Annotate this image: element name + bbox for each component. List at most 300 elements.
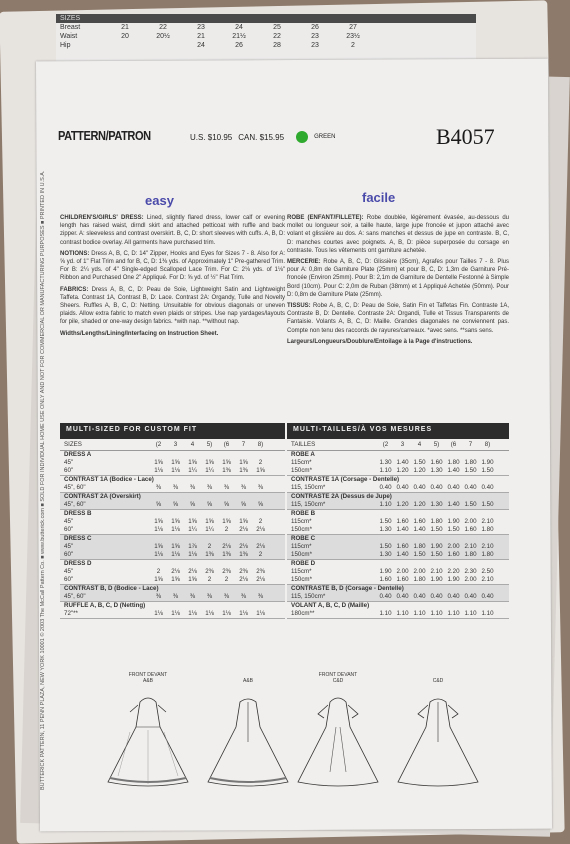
yardage-cell: 1.40 xyxy=(396,551,409,558)
price-us: U.S. $10.95 xyxy=(190,132,233,142)
yardage-cell: 1.30 xyxy=(379,526,392,533)
yardage-cell: 1⅛ xyxy=(171,610,180,617)
yardage-cell: 2⅛ xyxy=(222,543,231,550)
yardage-cell: 2 xyxy=(207,543,212,550)
yardage-cell: ⅜ xyxy=(206,484,213,491)
yardage-cell: 1.50 xyxy=(430,551,443,558)
yardage-cell: 1⅝ xyxy=(171,518,180,525)
table-row xyxy=(60,467,285,475)
view-group xyxy=(60,560,285,585)
yardage-cell: 0.40 xyxy=(413,593,426,600)
fabric-width: 115, 150cm* xyxy=(291,593,326,600)
view-group xyxy=(287,510,509,535)
yardage-cell: 0.40 xyxy=(379,484,392,491)
yardage-cell: 2.00 xyxy=(447,543,460,550)
yardage-cell: 2.00 xyxy=(413,568,426,575)
table-row xyxy=(60,593,285,601)
yardage-cell: 1.10 xyxy=(379,610,392,617)
yardage-cell: 1⅝ xyxy=(188,518,197,525)
yardage-cell: 2.30 xyxy=(464,568,477,575)
yardage-cell: ⅜ xyxy=(155,593,162,600)
garment-drawings xyxy=(100,672,500,802)
size-row-label: Breast xyxy=(60,24,81,31)
yardage-cell: 2⅛ xyxy=(239,526,248,533)
sizes-row: TAILLES (2 3 4 5) (6 7 8) xyxy=(287,439,509,451)
size-value: 24 xyxy=(197,42,205,49)
yardage-cell: 1.80 xyxy=(481,526,494,533)
english-description: CHILDREN'S/GIRLS' DRESS: Lined, slightly flared dress, lower calf or evening length has raised waist, dirndl skirt and attached petticoat with ruffle and back zipper. A: sleeveless and contrast overskirt. B, C, D: short sleeves with cuffs. A, B, D: contrast bodice overlay. All garments have purchased trim. NOTIONS: Dress A, B, C, D: 14" Zipper, Hooks and Eyes for Sizes 7 - 8. Also for A: ⅝ yd. of 1" Flat Trim and for B, C, D: 1⅜ yds. of Approximately 1" Pre-gathered Trim. For B: 2¼ yds. of 4" Single-edged Scalloped Lace Trim. For C: 2⅛ yds. of 1⅛" Ribbon and Purchased One 2" Appliqué. For D: ⅝ yd. of ½" Flat Trim. FABRICS: Dress A, B, C, D: Peau de Soie, Lightweight Satin and Lightweight Taffeta. Contrast 1A, Contrast B, D: Lace. Contrast 2A: Organdy, Tulle and Novelty Sheers. Ruffles A, B, C, D: Netting. Unsuitable for obvious diagonals or uneven plaids. Allow extra fabric to match even plaids or stripes. Use nap yardages/layouts for pile, shaded or one-way design fabrics. *with nap. **without nap. Widths/Lengths/Lining/Interfacing on Instruction Sheet. xyxy=(60,215,286,337)
view-group xyxy=(287,476,509,493)
yardage-cell: ⅝ xyxy=(172,501,179,508)
yardage-cell: ⅜ xyxy=(257,484,264,491)
yardage-cell: 1⅛ xyxy=(188,610,197,617)
fabric-width: 115cm* xyxy=(291,518,312,525)
yardage-cell: 1.60 xyxy=(464,526,477,533)
view-group xyxy=(60,535,285,560)
yardage-cell: 1⅝ xyxy=(222,518,231,525)
yardage-cell: 1¼ xyxy=(205,467,214,474)
sizes-row: SIZES (2 3 4 5) (6 7 8) xyxy=(60,439,285,451)
yardage-cell: 1.50 xyxy=(464,467,477,474)
yardage-cell: 2.10 xyxy=(481,518,494,525)
yardage-cell: 1⅜ xyxy=(239,467,248,474)
view-group-name: ROBE D xyxy=(291,560,316,567)
yardage-cell: 2.10 xyxy=(481,576,494,583)
yardage-cell: ⅝ xyxy=(240,501,247,508)
fabric-width: 60" xyxy=(64,576,74,583)
dress-front-cd-figure xyxy=(290,672,385,802)
yardage-cell: 1.50 xyxy=(481,467,494,474)
size-col-header: 7 xyxy=(468,441,473,448)
view-group-name: CONTRAST 2A (Overskirt) xyxy=(64,493,141,500)
size-value xyxy=(144,41,182,50)
yardage-cell: 1⅛ xyxy=(154,610,163,617)
size-value: 23½ xyxy=(346,33,360,40)
yardage-cell: ⅝ xyxy=(257,501,264,508)
yardage-cell: 1.90 xyxy=(430,576,443,583)
table-heading: MULTI-TAILLES/À VOS MESURES xyxy=(287,423,509,439)
yardage-cell: 1.80 xyxy=(464,551,477,558)
size-col-header: 8) xyxy=(257,441,264,448)
table-row xyxy=(287,551,509,559)
size-value: 23 xyxy=(311,42,319,49)
dress-back-cd-figure xyxy=(390,672,485,802)
side-copyright: BUTTERICK PATTERN, 11 PENN PLAZA, NEW YORK 10001 © 2003 The McCall Pattern Co. ■ www.butterick.com ■ SOLD FOR INDIVIDUAL HOME USE ONLY AND NOT FOR COMMERCIAL OR MANUFACTURING PURPOSES ■ PRINTED IN U.S.A. xyxy=(40,170,46,790)
figure-label: C&D xyxy=(432,678,444,684)
yardage-cell: 1⅝ xyxy=(222,459,231,466)
yardage-cell: 0.40 xyxy=(379,593,392,600)
size-col-header: 5) xyxy=(206,441,213,448)
size-value: 23 xyxy=(197,24,205,31)
yardage-cell: 2⅛ xyxy=(256,526,265,533)
yardage-cell: 1.30 xyxy=(430,501,443,508)
yardage-cell: ⅜ xyxy=(223,593,230,600)
fabric-width: 150cm* xyxy=(291,526,312,533)
yardage-cell: 1.60 xyxy=(447,551,460,558)
yardage-cell: 0.40 xyxy=(464,593,477,600)
yardage-cell: 2⅛ xyxy=(188,568,197,575)
table-row xyxy=(287,593,509,601)
yardage-cell: 1.80 xyxy=(413,543,426,550)
yardage-cell: 1.20 xyxy=(396,467,409,474)
view-group xyxy=(287,560,509,585)
size-col-header: 5) xyxy=(433,441,440,448)
yardage-cell: 2⅜ xyxy=(222,568,231,575)
fabric-width: 60" xyxy=(64,551,74,558)
view-group xyxy=(287,451,509,476)
view-group xyxy=(60,493,285,510)
size-value: 2 xyxy=(351,42,355,49)
fabric-width: 115cm* xyxy=(291,543,312,550)
yardage-cell: 1⅞ xyxy=(188,543,197,550)
yardage-cell: 1⅝ xyxy=(239,459,248,466)
yardage-cell: 1¼ xyxy=(188,467,197,474)
fabric-width: 115, 150cm* xyxy=(291,501,326,508)
view-group xyxy=(287,585,509,602)
yardage-cell: 0.40 xyxy=(447,593,460,600)
yardage-cell: 1⅜ xyxy=(222,467,231,474)
yardage-cell: 1⅛ xyxy=(205,610,214,617)
yardage-cell: 1⅜ xyxy=(239,551,248,558)
size-value: 24 xyxy=(235,24,243,31)
yardage-cell: 1.30 xyxy=(430,467,443,474)
pattern-code: B4057 xyxy=(436,124,495,149)
yardage-cell: 2 xyxy=(258,551,263,558)
yardage-cell: 0.40 xyxy=(413,484,426,491)
table-row xyxy=(287,610,509,618)
table-row xyxy=(60,459,285,467)
yardage-cell: ⅜ xyxy=(240,593,247,600)
size-row xyxy=(56,32,476,41)
yardage-cell: 2 xyxy=(258,518,263,525)
yardage-cell: 1⅛ xyxy=(256,610,265,617)
yardage-cell: 1⅛ xyxy=(171,551,180,558)
size-value: 20½ xyxy=(156,33,170,40)
yardage-cell: 1.50 xyxy=(413,551,426,558)
view-group-name: DRESS B xyxy=(64,510,92,517)
yardage-cell: 1⅝ xyxy=(239,518,248,525)
size-col-header: (6 xyxy=(223,441,230,448)
yardage-cell: 1.10 xyxy=(464,610,477,617)
size-value: 27 xyxy=(349,24,357,31)
yardage-cell: 1.80 xyxy=(413,576,426,583)
yardage-cell: 1.50 xyxy=(481,501,494,508)
yardage-cell: 2.10 xyxy=(481,543,494,550)
yardage-cell: 0.40 xyxy=(430,593,443,600)
fabric-width: 150cm* xyxy=(291,551,312,558)
yardage-cell: 1.60 xyxy=(379,576,392,583)
size-header-row: SIZES xyxy=(56,14,476,23)
yardage-cell: 1⅛ xyxy=(154,467,163,474)
yardage-cell: 1.50 xyxy=(430,526,443,533)
yardage-cell: 1⅝ xyxy=(154,459,163,466)
pattern-label: PATTERN/PATRON xyxy=(58,128,151,143)
yardage-cell: 0.40 xyxy=(464,484,477,491)
table-row xyxy=(60,501,285,509)
size-col-header: 4 xyxy=(190,441,195,448)
yardage-cell: 1.10 xyxy=(413,610,426,617)
yardage-cell: 2.00 xyxy=(464,518,477,525)
view-group xyxy=(60,602,285,619)
view-group xyxy=(60,451,285,476)
yardage-cell: 1⅝ xyxy=(154,576,163,583)
fabric-width: 115cm* xyxy=(291,568,312,575)
view-group-name: ROBE B xyxy=(291,510,316,517)
dress-front-ab-figure xyxy=(100,672,195,802)
yardage-cell: 1.40 xyxy=(447,467,460,474)
table-row xyxy=(287,526,509,534)
size-value: 21½ xyxy=(232,33,246,40)
fabric-width: 45" xyxy=(64,543,74,550)
yardage-cell: 0.40 xyxy=(481,484,494,491)
yardage-cell: 0.40 xyxy=(430,484,443,491)
yardage-cell: ⅜ xyxy=(189,593,196,600)
yardage-cell: 1⅝ xyxy=(188,576,197,583)
view-group-name: CONTRAST 1A (Bodice - Lace) xyxy=(64,476,154,483)
fabric-width: 150cm* xyxy=(291,467,312,474)
yardage-cell: 1.60 xyxy=(396,543,409,550)
yardage-cell: 2.00 xyxy=(396,568,409,575)
yardage-cell: 1.50 xyxy=(464,501,477,508)
yardage-cell: ⅜ xyxy=(206,593,213,600)
fabric-width: 45" xyxy=(64,459,74,466)
yardage-cell: 0.40 xyxy=(396,593,409,600)
view-group-name: ROBE C xyxy=(291,535,316,542)
french-description: ROBE (ENFANT/FILLETE): Robe doublée, légèrement évasée, au-dessous du mollet ou longueur soir, a taille haute, large jupe froncée et jupon attaché avec volant et glissière au dos. A: sans manches et dessus de jupe en contraste. B, C, D: manches courtes avec poignets. A, B, D: pièce superposée du corsage en contraste. Tous les vêtements ont garniture achetée. MERCERIE: Robe A, B, C, D: Glissière (35cm), Agrafes pour Tailles 7 - 8. Plus pour A: 0,8m de Garniture Plate (25mm) et pour B, C, D: 1,3m de Garniture Pré-froncée (Environ 25mm). Pour B: 2,1m de Garniture de Dentelle Festonné à Simple Bord (10cm). Pour C: 2,0m de Ruban (38mm) et 1 Appliqué Achetée (50mm). Pour D: 0,8m de Garniture Plate (25mm). TISSUS: Robe A, B, C, D: Peau de Soie, Satin Fin et Taffetas Fin. Contraste 1A, Contraste B, D: Dentelle. Contraste 2A: Organdi, Tulle et Tissus Transparents de Fantaisie. Volants A, B, C, D: Maille. Grandes diagonales ne conviennent pas. Compte non tenu des raccords de rayures/carreaux. *avec sens. **sans sens. Largeurs/Longueurs/Doublure/Entoilage à la Page d'instructions. xyxy=(287,215,510,345)
figure-label: A&B xyxy=(242,678,253,684)
yardage-cell: 1.80 xyxy=(447,459,460,466)
yardage-cell: 1.20 xyxy=(413,467,426,474)
yardage-cell: 2⅛ xyxy=(256,576,265,583)
size-value: 20 xyxy=(121,33,129,40)
yardage-cell: 1⅛ xyxy=(171,467,180,474)
yardage-cell: 1.10 xyxy=(379,501,392,508)
yardage-cell: 2⅜ xyxy=(239,568,248,575)
table-row xyxy=(287,576,509,584)
yardage-cell: 1⅝ xyxy=(171,576,180,583)
yardage-cell: 1.10 xyxy=(481,610,494,617)
view-group-name: DRESS C xyxy=(64,535,92,542)
view-group-name: CONTRASTE B, D (Corsage - Dentelle) xyxy=(291,585,404,592)
dress-back-ab-figure xyxy=(200,672,295,802)
fabric-width: 180cm** xyxy=(291,610,315,617)
view-group xyxy=(287,493,509,510)
table-row xyxy=(60,543,285,551)
yardage-cell: 1.10 xyxy=(379,467,392,474)
yardage-cell: 1.80 xyxy=(481,551,494,558)
table-row xyxy=(287,459,509,467)
size-row-label: Waist xyxy=(60,33,78,40)
yardage-cell: 1.40 xyxy=(447,501,460,508)
view-group xyxy=(60,476,285,493)
fabric-width: 45" xyxy=(64,568,74,575)
yardage-cell: 2⅜ xyxy=(256,568,265,575)
yardage-cell: 1⅜ xyxy=(222,551,231,558)
size-value: 25 xyxy=(273,24,281,31)
view-group-name: CONTRAST B, D (Bodice - Lace) xyxy=(64,585,159,592)
yardage-cell: 1.90 xyxy=(481,459,494,466)
size-value: 21 xyxy=(197,33,205,40)
table-row xyxy=(60,526,285,534)
green-dot-icon xyxy=(296,131,308,143)
yardage-cell: ⅝ xyxy=(223,501,230,508)
yardage-cell: 1.60 xyxy=(413,518,426,525)
size-col-header: 4 xyxy=(417,441,422,448)
yardage-cell: ⅜ xyxy=(240,484,247,491)
yardage-cell: 1⅜ xyxy=(205,551,214,558)
yardage-cell: 1⅝ xyxy=(256,467,265,474)
fabric-width: 115cm* xyxy=(291,459,312,466)
table-row xyxy=(287,568,509,576)
view-group-name: DRESS D xyxy=(64,560,92,567)
yardage-cell: 1.10 xyxy=(396,610,409,617)
yardage-cell: 2 xyxy=(207,576,212,583)
yardage-cell: 1⅝ xyxy=(171,459,180,466)
yardage-cell: 1.90 xyxy=(447,576,460,583)
table-row xyxy=(287,467,509,475)
figure-label: FRONT DEVANT C&D xyxy=(318,672,358,684)
size-col-header: 3 xyxy=(400,441,405,448)
color-label: GREEN xyxy=(314,134,336,140)
yardage-cell: 2 xyxy=(156,568,161,575)
view-group-name: DRESS A xyxy=(64,451,92,458)
size-value: 26 xyxy=(235,42,243,49)
table-heading: MULTI-SIZED FOR CUSTOM FIT xyxy=(60,423,285,439)
fabric-width: 150cm* xyxy=(291,576,312,583)
view-group-name: VOLANT A, B, C, D (Maille) xyxy=(291,602,370,609)
yardage-cell: 1⅝ xyxy=(205,459,214,466)
table-row xyxy=(60,568,285,576)
fabric-width: 45", 60" xyxy=(64,484,86,491)
yardage-cell: ⅜ xyxy=(223,484,230,491)
price-block xyxy=(190,131,335,143)
fabric-width: 45", 60" xyxy=(64,593,86,600)
size-row-label: Hip xyxy=(60,42,71,49)
yardage-cell: 2⅛ xyxy=(171,568,180,575)
yardage-cell: 1.60 xyxy=(396,576,409,583)
yardage-cell: ⅝ xyxy=(206,501,213,508)
view-group-name: CONTRASTE 2A (Dessus de Jupe) xyxy=(291,493,392,500)
yardage-cell: 1.40 xyxy=(396,459,409,466)
yardage-cell: 1⅝ xyxy=(205,518,214,525)
yardage-cell: 1.90 xyxy=(379,568,392,575)
size-col-header: 7 xyxy=(241,441,246,448)
yardage-cell: 1.50 xyxy=(379,543,392,550)
size-col-header: 3 xyxy=(173,441,178,448)
view-group xyxy=(287,602,509,619)
fabric-width: 45", 60" xyxy=(64,501,86,508)
yardage-cell: 1⅝ xyxy=(171,543,180,550)
yardage-cell: 2.10 xyxy=(430,568,443,575)
size-value: 23 xyxy=(311,33,319,40)
size-value: 26 xyxy=(311,24,319,31)
figure-label: FRONT DEVANT A&B xyxy=(128,672,168,684)
table-row xyxy=(60,551,285,559)
yardage-cell: 1⅛ xyxy=(239,610,248,617)
yardage-cell: 2⅛ xyxy=(239,576,248,583)
yardage-cell: 2 xyxy=(224,576,229,583)
yardage-table-french xyxy=(287,423,509,619)
yardage-cell: ⅜ xyxy=(172,484,179,491)
title-facile: facile xyxy=(362,190,396,205)
yardage-cell: 1.10 xyxy=(447,610,460,617)
view-group xyxy=(287,535,509,560)
yardage-cell: 1⅛ xyxy=(188,551,197,558)
view-group-name: CONTRASTE 1A (Corsage - Dentelle) xyxy=(291,476,400,483)
yardage-cell: 2⅛ xyxy=(256,543,265,550)
size-col-header: (6 xyxy=(450,441,457,448)
yardage-cell: 1⅛ xyxy=(222,610,231,617)
yardage-cell: 1⅝ xyxy=(154,518,163,525)
yardage-cell: 1.80 xyxy=(430,518,443,525)
fabric-width: 60" xyxy=(64,526,74,533)
fabric-width: 72"** xyxy=(64,610,78,617)
yardage-cell: 1⅛ xyxy=(154,526,163,533)
yardage-cell: 1.40 xyxy=(413,526,426,533)
table-row xyxy=(60,518,285,526)
view-group-name: RUFFLE A, B, C, D (Netting) xyxy=(64,602,146,609)
yardage-cell: 1.60 xyxy=(396,518,409,525)
size-col-header: (2 xyxy=(155,441,162,448)
yardage-cell: 1⅛ xyxy=(154,551,163,558)
yardage-cell: 1.20 xyxy=(413,501,426,508)
yardage-cell: ⅜ xyxy=(172,593,179,600)
size-value: 21 xyxy=(121,24,129,31)
yardage-cell: 2.50 xyxy=(481,568,494,575)
table-row xyxy=(60,610,285,618)
size-row xyxy=(56,23,476,32)
yardage-cell: 1⅝ xyxy=(154,543,163,550)
yardage-cell: 1.50 xyxy=(413,459,426,466)
yardage-cell: 2.20 xyxy=(447,568,460,575)
yardage-cell: ⅜ xyxy=(257,593,264,600)
view-group-name: ROBE A xyxy=(291,451,315,458)
yardage-cell: 1⅝ xyxy=(188,459,197,466)
yardage-cell: ⅜ xyxy=(155,484,162,491)
yardage-cell: 1.30 xyxy=(379,551,392,558)
yardage-cell: 1.40 xyxy=(396,526,409,533)
table-row xyxy=(287,484,509,492)
yardage-cell: 2.00 xyxy=(464,576,477,583)
yardage-cell: 1.10 xyxy=(430,610,443,617)
yardage-cell: 1.60 xyxy=(430,459,443,466)
size-col-header: 8) xyxy=(484,441,491,448)
yardage-cell: 2 xyxy=(224,526,229,533)
table-row xyxy=(60,484,285,492)
size-value: 22 xyxy=(159,24,167,31)
view-group xyxy=(60,510,285,535)
yardage-table-english xyxy=(60,423,285,619)
yardage-cell: 2.10 xyxy=(464,543,477,550)
size-value: 22 xyxy=(273,33,281,40)
yardage-cell: 1¼ xyxy=(205,526,214,533)
view-group xyxy=(60,585,285,602)
fabric-width: 115, 150cm* xyxy=(291,484,326,491)
yardage-cell: ⅝ xyxy=(189,501,196,508)
yardage-cell: 1.80 xyxy=(464,459,477,466)
yardage-cell: 1⅛ xyxy=(171,526,180,533)
size-col-header: (2 xyxy=(382,441,389,448)
yardage-cell: 2⅜ xyxy=(205,568,214,575)
yardage-cell: 1.90 xyxy=(430,543,443,550)
yardage-cell: 1.50 xyxy=(379,518,392,525)
table-row xyxy=(287,543,509,551)
size-value xyxy=(106,41,144,50)
yardage-cell: 2⅛ xyxy=(239,543,248,550)
size-row xyxy=(56,41,476,50)
fabric-width: 45" xyxy=(64,518,74,525)
price-can: CAN. $15.95 xyxy=(238,132,285,142)
